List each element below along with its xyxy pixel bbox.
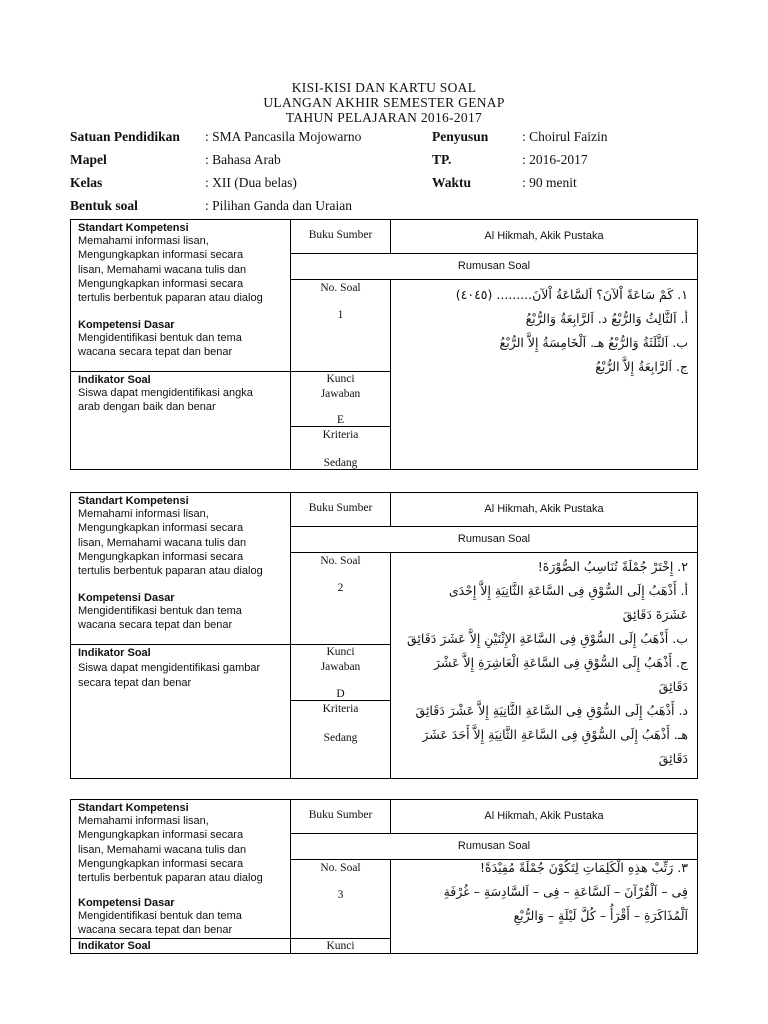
- info-tp-label: TP.: [432, 152, 452, 167]
- info-waktu-value: : 90 menit: [522, 175, 577, 190]
- buku-sumber-label: Buku Sumber: [308, 502, 373, 514]
- question-card-1: [70, 219, 698, 470]
- no-soal-value: 1: [337, 309, 344, 321]
- question-card-3: [70, 799, 698, 954]
- kunci-value: D: [336, 688, 345, 700]
- kd-title: Kompetensi Dasar: [78, 592, 175, 604]
- buku-sumber-value: Al Hikmah, Akik Pustaka: [484, 230, 604, 242]
- question-card-2: [70, 492, 698, 779]
- indikator-title: Indikator Soal: [78, 647, 151, 659]
- info-satuan-label: Satuan Pendidikan: [70, 129, 180, 144]
- jawaban-label: Jawaban: [320, 661, 361, 673]
- sk-text: Memahami informasi lisan, Mengungkapkan informasi secara lisan, Memahami wacana tulis dan Mengungkapkan informasi secara tertulis berbentuk paparan atau dialog: [78, 235, 263, 305]
- kd-text: Mengidentifikasi bentuk dan tema wacana secara tepat dan benar: [78, 605, 242, 632]
- kd-text: Mengidentifikasi bentuk dan tema wacana secara tepat dan benar: [78, 910, 242, 937]
- sk-text: Memahami informasi lisan, Mengungkapkan informasi secara lisan, Memahami wacana tulis dan Mengungkapkan informasi secara tertulis berbentuk paparan atau dialog: [78, 508, 263, 578]
- info-kelas-value: : XII (Dua belas): [205, 175, 297, 190]
- kunci-label: Kunci: [326, 940, 355, 952]
- kunci-label: Kunci: [326, 373, 355, 385]
- sk-text: Memahami informasi lisan, Mengungkapkan informasi secara lisan, Memahami wacana tulis dan Mengungkapkan informasi secara tertulis berbentuk paparan atau dialog: [78, 815, 263, 885]
- kriteria-label: Kriteria: [322, 429, 359, 441]
- question-text: ١. كَمْ سَاعَةً اْلآنَ؟ اَلسَّاعَةُ اْلآنَ......... (٤٠٤٥) أ. اَلثَّالِثُ وَالرُّبْعُ د. اَلرَّابِعَةُ وَالرُّبْعُ ب. اَلثَّلَثَةُ وَالرُّبْعُ هـ. اَلْخَامِسَةُ إِلاَّ الرُّبْعُ ج. اَلرَّابِعَةُ إِلاَّ الرُّبْعُ: [455, 287, 688, 374]
- info-bentuk-value: : Pilihan Ganda dan Uraian: [205, 198, 352, 213]
- question-text: ٢. إِخْتَرْ جُمْلَةً تُنَاسِبُ الصُّوْرَةَ! أ. أَذْهَبُ إِلَى السُّوْقِ فِى السَّاعَةِ الثَّانِيَةِ إِلاَّ إِحْدَى عَشَرَةَ دَقَائِقَ ب. أَذْهَبُ إِلَى السُّوْقِ فِى السَّاعَةِ الإِثْنَيْنِ إِلاَّ عَشَرَ دَقَائِقَ ج. أَذْهَبُ إِلَى السُّوْقِ فِى السَّاعَةِ الْعَاشِرَةِ إِلاَّ عَشْرَ دَقَائِقَ د. أَذْهَبُ إِلَى السُّوْقِ فِى السَّاعَةِ الثَّانِيَةِ إِلاَّ عَشْرَ دَقَائِقَ هـ. أَذْهَبُ إِلَى السُّوْقِ فِى السَّاعَةِ الثَّانِيَةِ إِلاَّ أَحَدَ عَشَرَ دَقَائِقَ: [407, 559, 688, 766]
- indikator-title: Indikator Soal: [78, 940, 151, 952]
- indikator-text: Siswa dapat mengidentifikasi gambar secara tepat dan benar: [78, 662, 261, 689]
- kd-title: Kompetensi Dasar: [78, 897, 175, 909]
- info-mapel-value: : Bahasa Arab: [205, 152, 281, 167]
- rumusan-soal-label: Rumusan Soal: [457, 260, 531, 272]
- kd-title: Kompetensi Dasar: [78, 319, 175, 331]
- doc-title-line-1: KISI-KISI DAN KARTU SOAL: [291, 80, 477, 95]
- no-soal-label: No. Soal: [320, 282, 361, 294]
- kriteria-value: Sedang: [323, 457, 358, 469]
- info-waktu-label: Waktu: [432, 175, 472, 190]
- info-penyusun-label: Penyusun: [432, 129, 489, 144]
- info-kelas-label: Kelas: [70, 175, 103, 190]
- no-soal-value: 3: [337, 889, 344, 901]
- kriteria-value: Sedang: [323, 732, 358, 744]
- jawaban-label: Jawaban: [320, 388, 361, 400]
- question-text: ٣. رَتِّبْ هذِهِ الْكَلِمَاتِ لِتَكُوْنَ جُمْلَةً مُفِيْدَةً! فِى – اَلْقُرْآنَ – اَلسَّاعَةِ – فِى – اَلسَّادِسَةِ – غُرْفَةِ اَلْمُذَاكَرَةِ – أَقْرَأُ – كُلَّ لَيْلَةٍ – وَالرُّبْعِ: [443, 860, 688, 923]
- buku-sumber-value: Al Hikmah, Akik Pustaka: [484, 503, 604, 515]
- sk-title: Standart Kompetensi: [78, 222, 189, 234]
- indikator-title: Indikator Soal: [78, 374, 151, 386]
- info-mapel-label: Mapel: [70, 152, 107, 167]
- no-soal-label: No. Soal: [320, 555, 361, 567]
- info-bentuk-label: Bentuk soal: [70, 198, 138, 213]
- rumusan-soal-label: Rumusan Soal: [457, 840, 531, 852]
- no-soal-value: 2: [337, 582, 344, 594]
- indikator-text: Siswa dapat mengidentifikasi angka arab dengan baik dan benar: [78, 387, 253, 414]
- kunci-value: E: [336, 414, 345, 426]
- kunci-label: Kunci: [326, 646, 355, 658]
- doc-title-line-3: TAHUN PELAJARAN 2016-2017: [285, 110, 483, 125]
- buku-sumber-value: Al Hikmah, Akik Pustaka: [484, 810, 604, 822]
- buku-sumber-label: Buku Sumber: [308, 809, 373, 821]
- kriteria-label: Kriteria: [322, 703, 359, 715]
- info-satuan-value: : SMA Pancasila Mojowarno: [205, 129, 362, 144]
- doc-title-line-2: ULANGAN AKHIR SEMESTER GENAP: [263, 95, 505, 110]
- sk-title: Standart Kompetensi: [78, 495, 189, 507]
- rumusan-soal-label: Rumusan Soal: [457, 533, 531, 545]
- kd-text: Mengidentifikasi bentuk dan tema wacana secara tepat dan benar: [78, 332, 242, 359]
- info-penyusun-value: : Choirul Faizin: [522, 129, 608, 144]
- info-tp-value: : 2016-2017: [522, 152, 588, 167]
- no-soal-label: No. Soal: [320, 862, 361, 874]
- buku-sumber-label: Buku Sumber: [308, 229, 373, 241]
- sk-title: Standart Kompetensi: [78, 802, 189, 814]
